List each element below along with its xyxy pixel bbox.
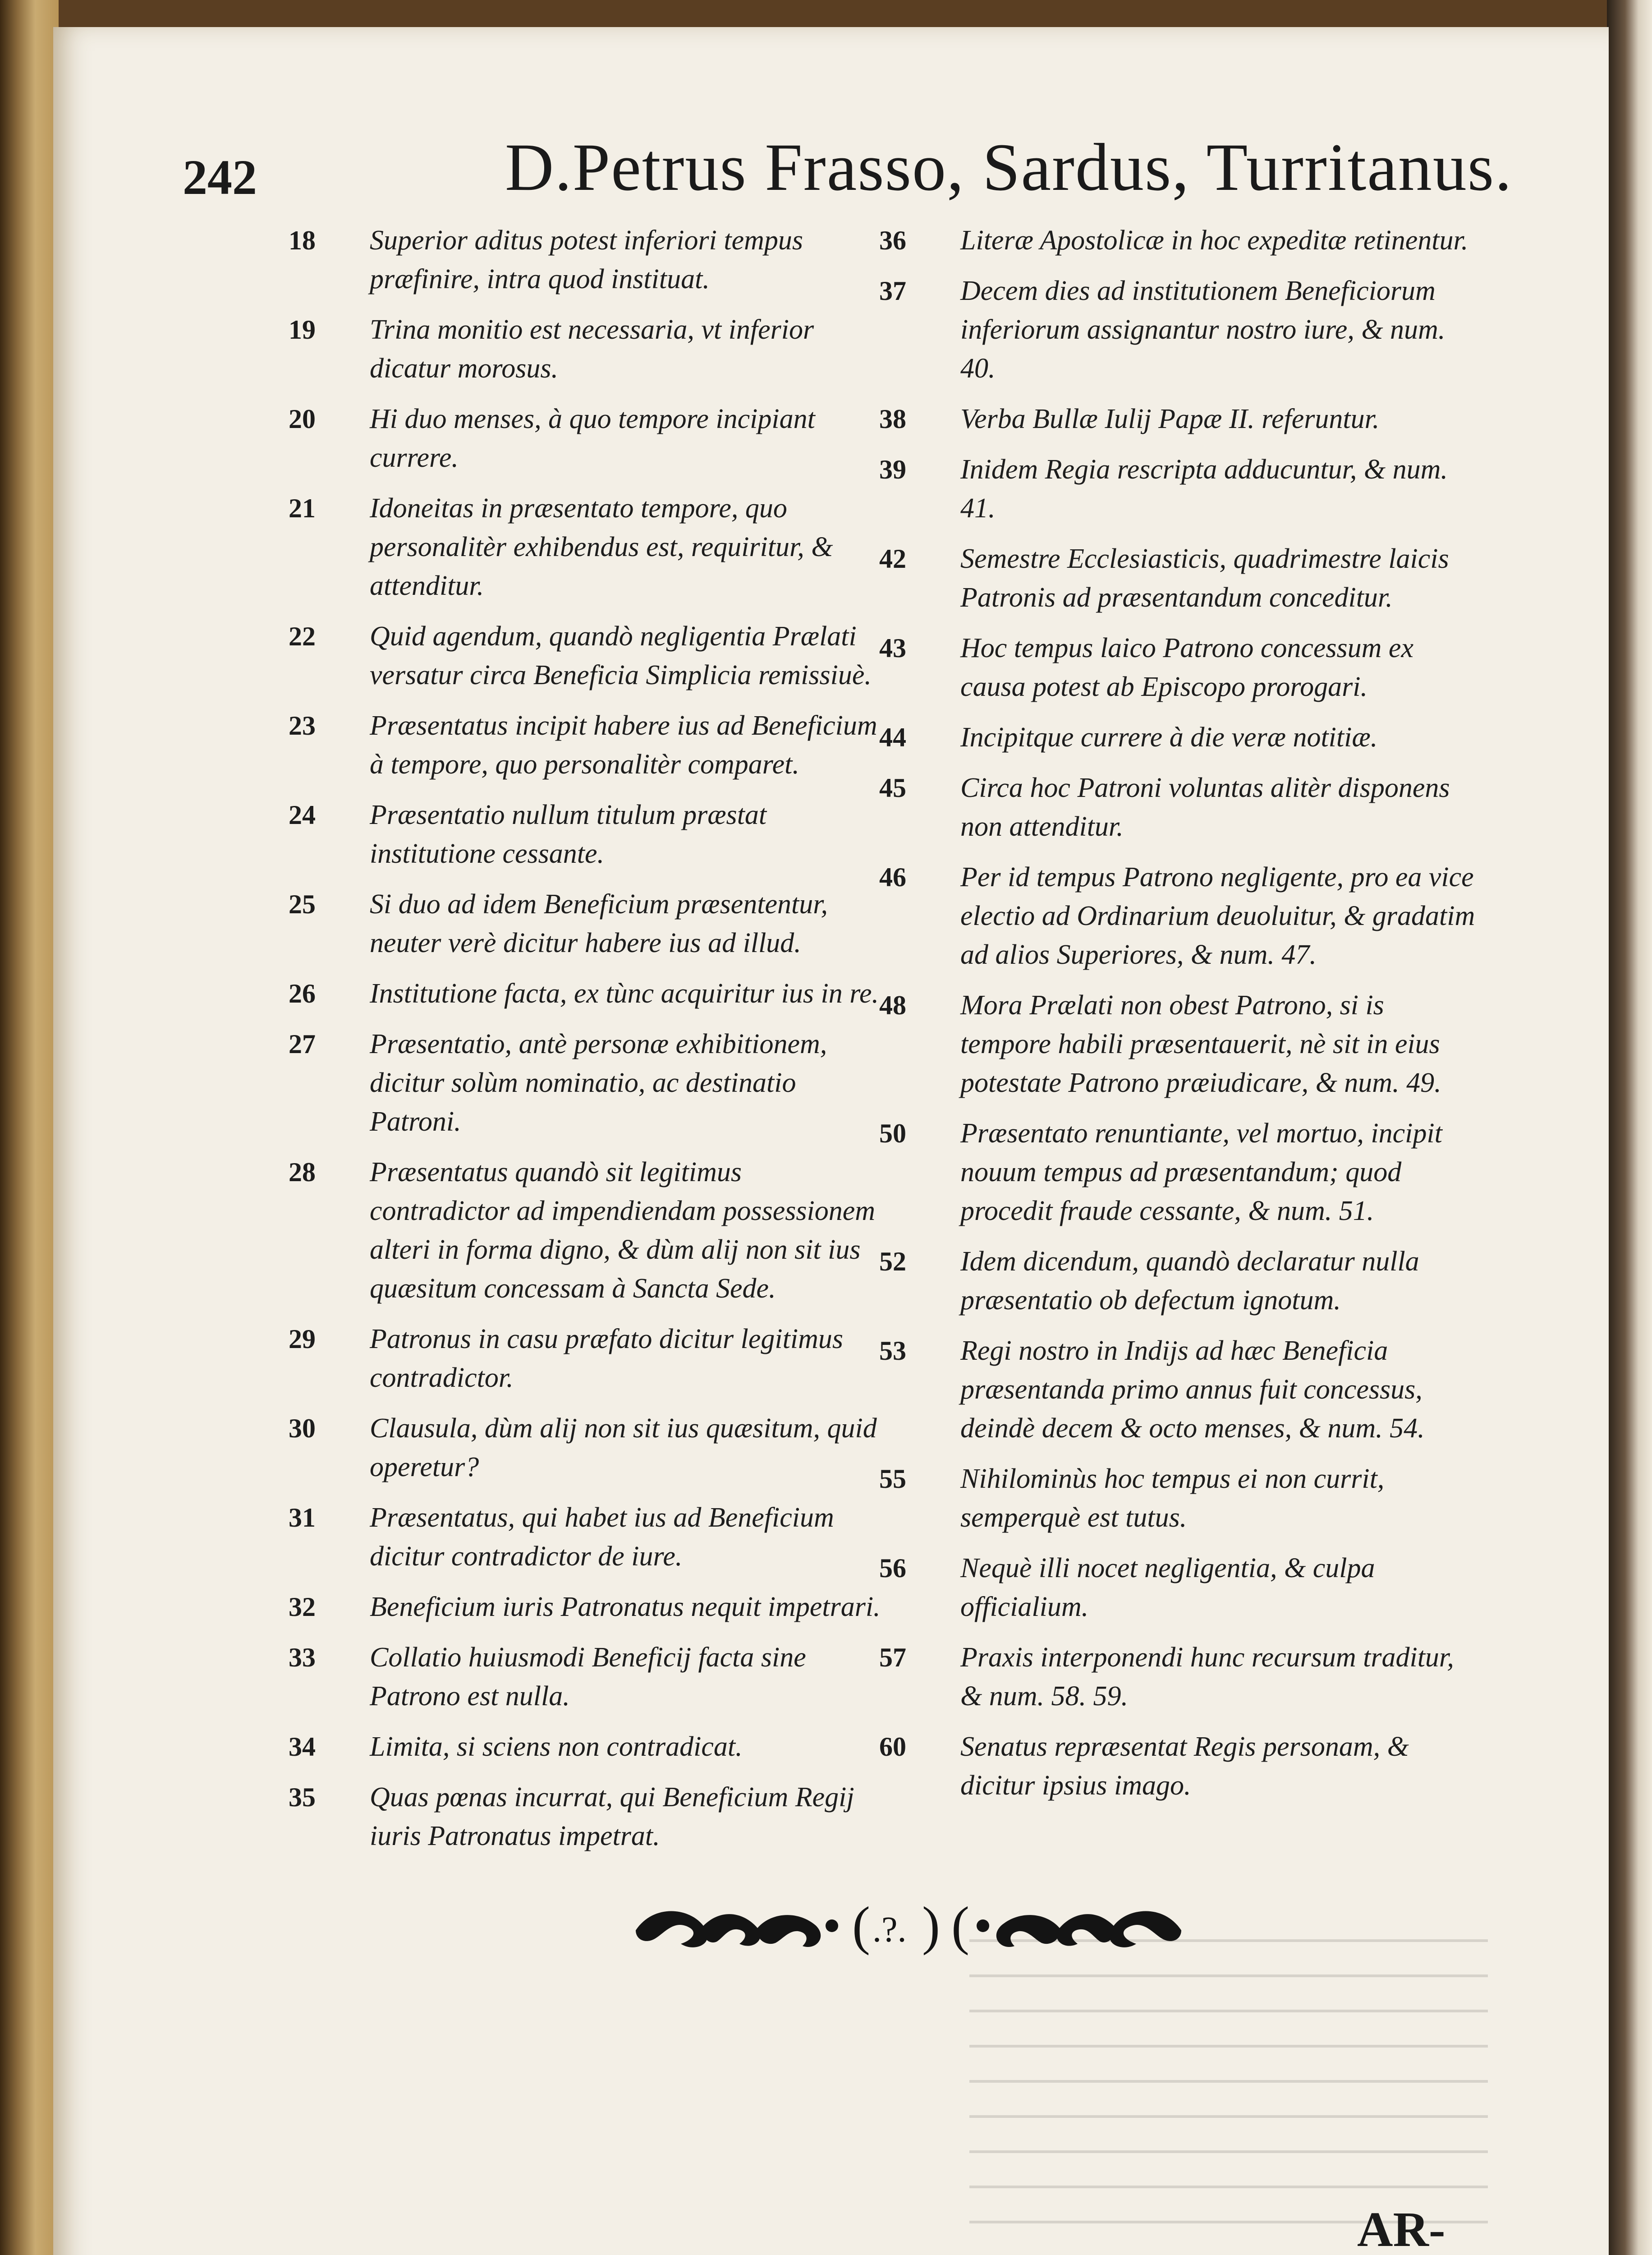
entry-text: Superior aditus potest inferiori tempus præfinire, intra quod instituat. <box>370 225 803 295</box>
summary-entry <box>879 450 1479 528</box>
entry-number: 21 <box>289 493 316 523</box>
entry-text: Limita, si sciens non contradicat. <box>370 1731 743 1762</box>
entry-number: 50 <box>879 1118 906 1148</box>
summary-entry <box>879 858 1479 974</box>
entry-number: 22 <box>289 621 316 651</box>
entry-text: Inidem Regia rescripta adducuntur, & num. 41. <box>960 454 1448 524</box>
summary-entry <box>879 400 1479 438</box>
entry-text: Beneficium iuris Patronatus nequit impetrari. <box>370 1592 881 1622</box>
summary-entry <box>289 310 888 388</box>
entry-number: 18 <box>289 226 316 255</box>
summary-entry <box>879 1459 1479 1537</box>
entry-text: Praxis interponendi hunc recursum traditur, & num. 58. 59. <box>960 1642 1454 1712</box>
printers-ornament-icon <box>627 1890 1190 1962</box>
summary-entry <box>879 1114 1479 1230</box>
summary-entry <box>289 706 888 784</box>
entry-number: 23 <box>289 711 316 741</box>
entry-text: Patronus in casu præfato dicitur legitimus contradictor. <box>370 1324 844 1393</box>
entry-number: 19 <box>289 315 316 345</box>
entry-text: Senatus repræsentat Regis personam, & dicitur ipsius imago. <box>960 1731 1409 1801</box>
summary-entry <box>879 539 1479 617</box>
entry-number: 42 <box>879 544 906 574</box>
summary-entry <box>289 885 888 962</box>
entry-number: 39 <box>879 455 906 484</box>
summary-entry <box>879 221 1479 260</box>
entry-number: 38 <box>879 404 906 434</box>
entry-number: 25 <box>289 889 316 919</box>
summary-entry <box>879 718 1479 757</box>
entry-number: 45 <box>879 773 906 803</box>
entry-number: 48 <box>879 990 906 1020</box>
entry-text: Per id tempus Patrono negligente, pro ea vice electio ad Ordinarium deuoluitur, & gradatim ad alios Superiores, & num. 47. <box>960 862 1475 970</box>
svg-text:(: ( <box>951 1896 969 1956</box>
entry-number: 26 <box>289 979 316 1008</box>
entry-text: Præsentatus, qui habet ius ad Beneficium dicitur contradictor de iure. <box>370 1502 834 1572</box>
entry-text: Semestre Ecclesiasticis, quadrimestre laicis Patronis ad præsentandum conceditur. <box>960 543 1449 613</box>
entry-number: 37 <box>879 276 906 306</box>
page-number: 242 <box>183 150 257 205</box>
entry-number: 27 <box>289 1029 316 1059</box>
summary-column-right <box>879 221 1479 1817</box>
entry-text: Mora Prælati non obest Patrono, si is tempore habili præsentauerit, nè sit in eius potestate Patrono præiudicare, & num. 49. <box>960 990 1441 1098</box>
summary-entry <box>289 1320 888 1397</box>
summary-entry <box>289 1498 888 1576</box>
entry-number: 53 <box>879 1336 906 1366</box>
entry-number: 32 <box>289 1592 316 1622</box>
entry-text: Præsentato renuntiante, vel mortuo, incipit nouum tempus ad præsentandum; quod procedit fraude cessante, & num. 51. <box>960 1118 1442 1226</box>
svg-text:(: ( <box>852 1896 870 1956</box>
summary-entry <box>879 1331 1479 1448</box>
entry-text: Præsentatio, antè personæ exhibitionem, dicitur solùm nominatio, ac destinatio Patroni. <box>370 1029 827 1137</box>
entry-number: 24 <box>289 800 316 830</box>
summary-entry <box>879 1727 1479 1805</box>
entry-number: 52 <box>879 1247 906 1276</box>
summary-entry <box>879 1638 1479 1716</box>
entry-text: Regi nostro in Indijs ad hæc Beneficia præsentanda primo annus fuit concessus, deindè decem & octo menses, & num. 54. <box>960 1335 1425 1444</box>
summary-entry <box>289 1153 888 1308</box>
entry-text: Trina monitio est necessaria, vt inferior dicatur morosus. <box>370 314 814 384</box>
entry-number: 46 <box>879 862 906 892</box>
entry-text: Præsentatio nullum titulum præstat institutione cessante. <box>370 800 767 869</box>
summary-entry <box>289 1588 888 1626</box>
entry-number: 31 <box>289 1503 316 1532</box>
entry-number: 35 <box>289 1782 316 1812</box>
summary-entry <box>289 617 888 695</box>
running-head: D.Petrus Frasso, Sardus, Turritanus. <box>505 130 1513 205</box>
entry-text: Circa hoc Patroni voluntas alitèr disponens non attenditur. <box>960 773 1450 842</box>
entry-number: 28 <box>289 1157 316 1187</box>
entry-text: Præsentatus quandò sit legitimus contradictor ad impendiendam possessionem alteri in forma digno, & dùm alij non sit ius quæsitum concessam à Sancta Sede. <box>370 1157 876 1304</box>
facing-page-edge <box>1607 0 1652 2255</box>
entry-text: Institutione facta, ex tùnc acquiritur ius in re. <box>370 978 879 1009</box>
entry-text: Nequè illi nocet negligentia, & culpa officialium. <box>960 1553 1375 1622</box>
entry-text: Idem dicendum, quandò declaratur nulla præsentatio ob defectum ignotum. <box>960 1246 1419 1316</box>
entry-text: Collatio huiusmodi Beneficij facta sine Patrono est nulla. <box>370 1642 806 1712</box>
summary-entry <box>879 1242 1479 1320</box>
summary-entry <box>289 1727 888 1766</box>
entry-text: Idoneitas in præsentato tempore, quo personalitèr exhibendus est, requiritur, & attenditur. <box>370 493 833 601</box>
entry-text: Nihilominùs hoc tempus ei non currit, semperquè est tutus. <box>960 1463 1385 1533</box>
summary-entry <box>879 629 1479 706</box>
summary-entry <box>289 974 888 1013</box>
summary-entry <box>289 221 888 299</box>
entry-text: Literæ Apostolicæ in hoc expeditæ retinentur. <box>960 225 1468 256</box>
entry-text: Hoc tempus laico Patrono concessum ex causa potest ab Episcopo prorogari. <box>960 633 1413 702</box>
entry-number: 55 <box>879 1464 906 1494</box>
entry-text: Clausula, dùm alij non sit ius quæsitum, quid operetur? <box>370 1413 877 1482</box>
entry-text: Incipitque currere à die veræ notitiæ. <box>960 722 1378 753</box>
entry-number: 60 <box>879 1732 906 1762</box>
svg-text:): ) <box>922 1896 940 1956</box>
entry-text: Hi duo menses, à quo tempore incipiant currere. <box>370 404 815 473</box>
summary-entry <box>879 1549 1479 1626</box>
summary-entry <box>879 272 1479 388</box>
summary-entry <box>289 1638 888 1716</box>
summary-entry <box>289 1778 888 1855</box>
summary-entry <box>289 796 888 873</box>
book-binding <box>0 0 59 2255</box>
summary-entry <box>289 1025 888 1141</box>
catchword: AR- <box>1357 2202 1446 2255</box>
summary-entry <box>289 489 888 605</box>
entry-number: 20 <box>289 404 316 434</box>
entry-text: Quid agendum, quandò negligentia Prælati versatur circa Beneficia Simplicia remissiuè. <box>370 621 872 690</box>
summary-column-left <box>289 221 888 1867</box>
entry-text: Verba Bullæ Iulij Papæ II. referuntur. <box>960 404 1380 434</box>
entry-text: Quas pœnas incurrat, qui Beneficium Regij iuris Patronatus impetrat. <box>370 1782 854 1851</box>
summary-entry <box>879 769 1479 846</box>
summary-entry <box>879 986 1479 1102</box>
entry-number: 34 <box>289 1732 316 1762</box>
summary-entry <box>289 1409 888 1486</box>
entry-text: Decem dies ad institutionem Beneficiorum inferiorum assignantur nostro iure, & num. 40. <box>960 276 1446 384</box>
entry-number: 29 <box>289 1324 316 1354</box>
svg-text:.?.: .?. <box>872 1910 907 1950</box>
entry-number: 30 <box>289 1413 316 1443</box>
entry-text: Præsentatus incipit habere ius ad Beneficium à tempore, quo personalitèr comparet. <box>370 710 877 780</box>
entry-number: 36 <box>879 226 906 255</box>
summary-entry <box>289 400 888 477</box>
entry-number: 43 <box>879 633 906 663</box>
entry-number: 33 <box>289 1643 316 1672</box>
entry-number: 44 <box>879 723 906 752</box>
entry-text: Si duo ad idem Beneficium præsententur, neuter verè dicitur habere ius ad illud. <box>370 889 828 958</box>
entry-number: 57 <box>879 1643 906 1672</box>
entry-number: 56 <box>879 1553 906 1583</box>
